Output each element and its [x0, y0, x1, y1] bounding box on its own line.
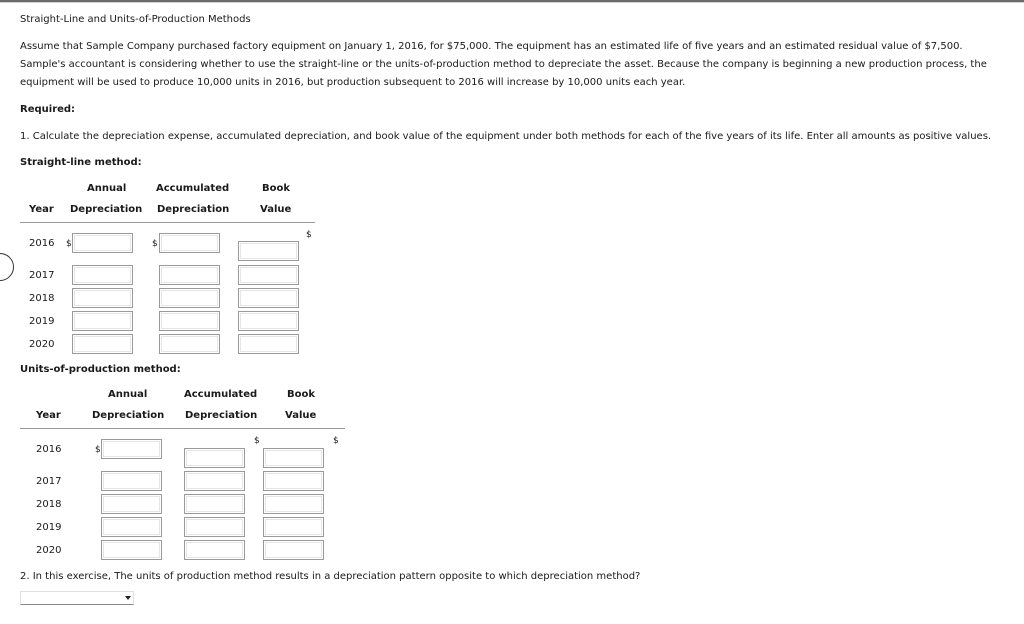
margin-circle-marker — [0, 253, 14, 281]
sl-annual-2018-input[interactable] — [72, 288, 133, 308]
sl-book-2020-input[interactable] — [238, 334, 299, 354]
sl-annual-2020-input[interactable] — [72, 334, 133, 354]
uop-year-2019: 2019 — [36, 522, 62, 533]
uop-annual-2020-input[interactable] — [101, 540, 162, 560]
uop-year-2018: 2018 — [36, 499, 62, 510]
uop-col-accum-1: Accumulated — [184, 389, 258, 400]
sl-year-2018: 2018 — [29, 293, 55, 304]
uop-accum-currency: $ — [254, 436, 260, 446]
sl-year-2017: 2017 — [29, 270, 55, 281]
uop-book-currency: $ — [333, 436, 339, 446]
sl-book-currency: $ — [306, 230, 312, 240]
sl-annual-2017-input[interactable] — [72, 265, 133, 285]
question-2: 2. In this exercise, The units of production method results in a depreciation pattern opposite to which depreciation method? — [20, 571, 641, 582]
uop-col-annual-1: Annual — [108, 389, 148, 400]
uop-book-2018-input[interactable] — [263, 494, 324, 514]
uop-book-2019-input[interactable] — [263, 517, 324, 537]
sl-col-book-2: Value — [260, 204, 292, 215]
uop-accum-2019-input[interactable] — [184, 517, 245, 537]
sl-col-accum-2: Depreciation — [157, 204, 230, 215]
uop-col-book-2: Value — [285, 410, 317, 421]
sl-accum-2017-input[interactable] — [159, 265, 220, 285]
sl-book-2019-input[interactable] — [238, 311, 299, 331]
chevron-down-icon — [125, 596, 131, 600]
sl-col-annual-1: Annual — [87, 183, 127, 194]
sl-book-2016-input[interactable] — [238, 241, 299, 261]
uop-annual-2017-input[interactable] — [101, 471, 162, 491]
uop-col-year: Year — [36, 410, 61, 421]
uop-col-book-1: Book — [287, 389, 316, 400]
uop-year-2016: 2016 — [36, 444, 62, 455]
uop-year-2017: 2017 — [36, 476, 62, 487]
uop-accum-2017-input[interactable] — [184, 471, 245, 491]
sl-book-2018-input[interactable] — [238, 288, 299, 308]
uop-accum-2016-input[interactable] — [184, 448, 245, 468]
sl-accum-2018-input[interactable] — [159, 288, 220, 308]
sl-annual-2016-input[interactable] — [72, 233, 133, 253]
sl-year-2020: 2020 — [29, 339, 55, 350]
sl-accum-2016-input[interactable] — [159, 233, 220, 253]
uop-annual-currency: $ — [95, 445, 101, 455]
uop-accum-2020-input[interactable] — [184, 540, 245, 560]
depreciation-method-select[interactable] — [20, 591, 134, 605]
sl-col-year: Year — [29, 204, 54, 215]
page-title: Straight-Line and Units-of-Production Methods — [20, 14, 251, 25]
uop-book-2016-input[interactable] — [263, 448, 324, 468]
uop-col-accum-2: Depreciation — [185, 410, 258, 421]
top-border-shadow — [0, 2, 1024, 3]
sl-accum-currency: $ — [152, 239, 158, 249]
question-1: 1. Calculate the depreciation expense, accumulated depreciation, and book value of the equipment under both methods for each of the five years of its life. Enter all amounts as positive values. — [20, 131, 992, 142]
uop-book-2020-input[interactable] — [263, 540, 324, 560]
uop-book-2017-input[interactable] — [263, 471, 324, 491]
sl-accum-2020-input[interactable] — [159, 334, 220, 354]
straight-line-heading: Straight-line method: — [20, 157, 142, 168]
sl-annual-2019-input[interactable] — [72, 311, 133, 331]
required-label: Required: — [20, 104, 76, 115]
sl-col-book-1: Book — [262, 183, 291, 194]
uop-header-divider — [20, 428, 345, 429]
sl-col-accum-1: Accumulated — [156, 183, 230, 194]
sl-year-2019: 2019 — [29, 316, 55, 327]
uop-accum-2018-input[interactable] — [184, 494, 245, 514]
uop-annual-2016-input[interactable] — [101, 439, 162, 459]
sl-year-2016: 2016 — [29, 238, 55, 249]
sl-annual-currency: $ — [66, 239, 72, 249]
sl-header-divider — [20, 222, 315, 223]
sl-book-2017-input[interactable] — [238, 265, 299, 285]
uop-annual-2019-input[interactable] — [101, 517, 162, 537]
sl-accum-2019-input[interactable] — [159, 311, 220, 331]
uop-year-2020: 2020 — [36, 545, 62, 556]
problem-intro: Assume that Sample Company purchased factory equipment on January 1, 2016, for $75,000. The equipment has an estimated life of five years and an estimated residual value of $7,500. Sample's accountant is considering whether to use the straight-line or the units-of-production method to depreciate the asset. Because the company is beginning a new production process, the equipment will be used to produce 10,000 units in 2016, but production subsequent to 2016 will increase by 10,000 units each year. — [20, 41, 987, 88]
uop-annual-2018-input[interactable] — [101, 494, 162, 514]
sl-col-annual-2: Depreciation — [70, 204, 143, 215]
uop-heading: Units-of-production method: — [20, 364, 181, 375]
uop-col-annual-2: Depreciation — [92, 410, 165, 421]
